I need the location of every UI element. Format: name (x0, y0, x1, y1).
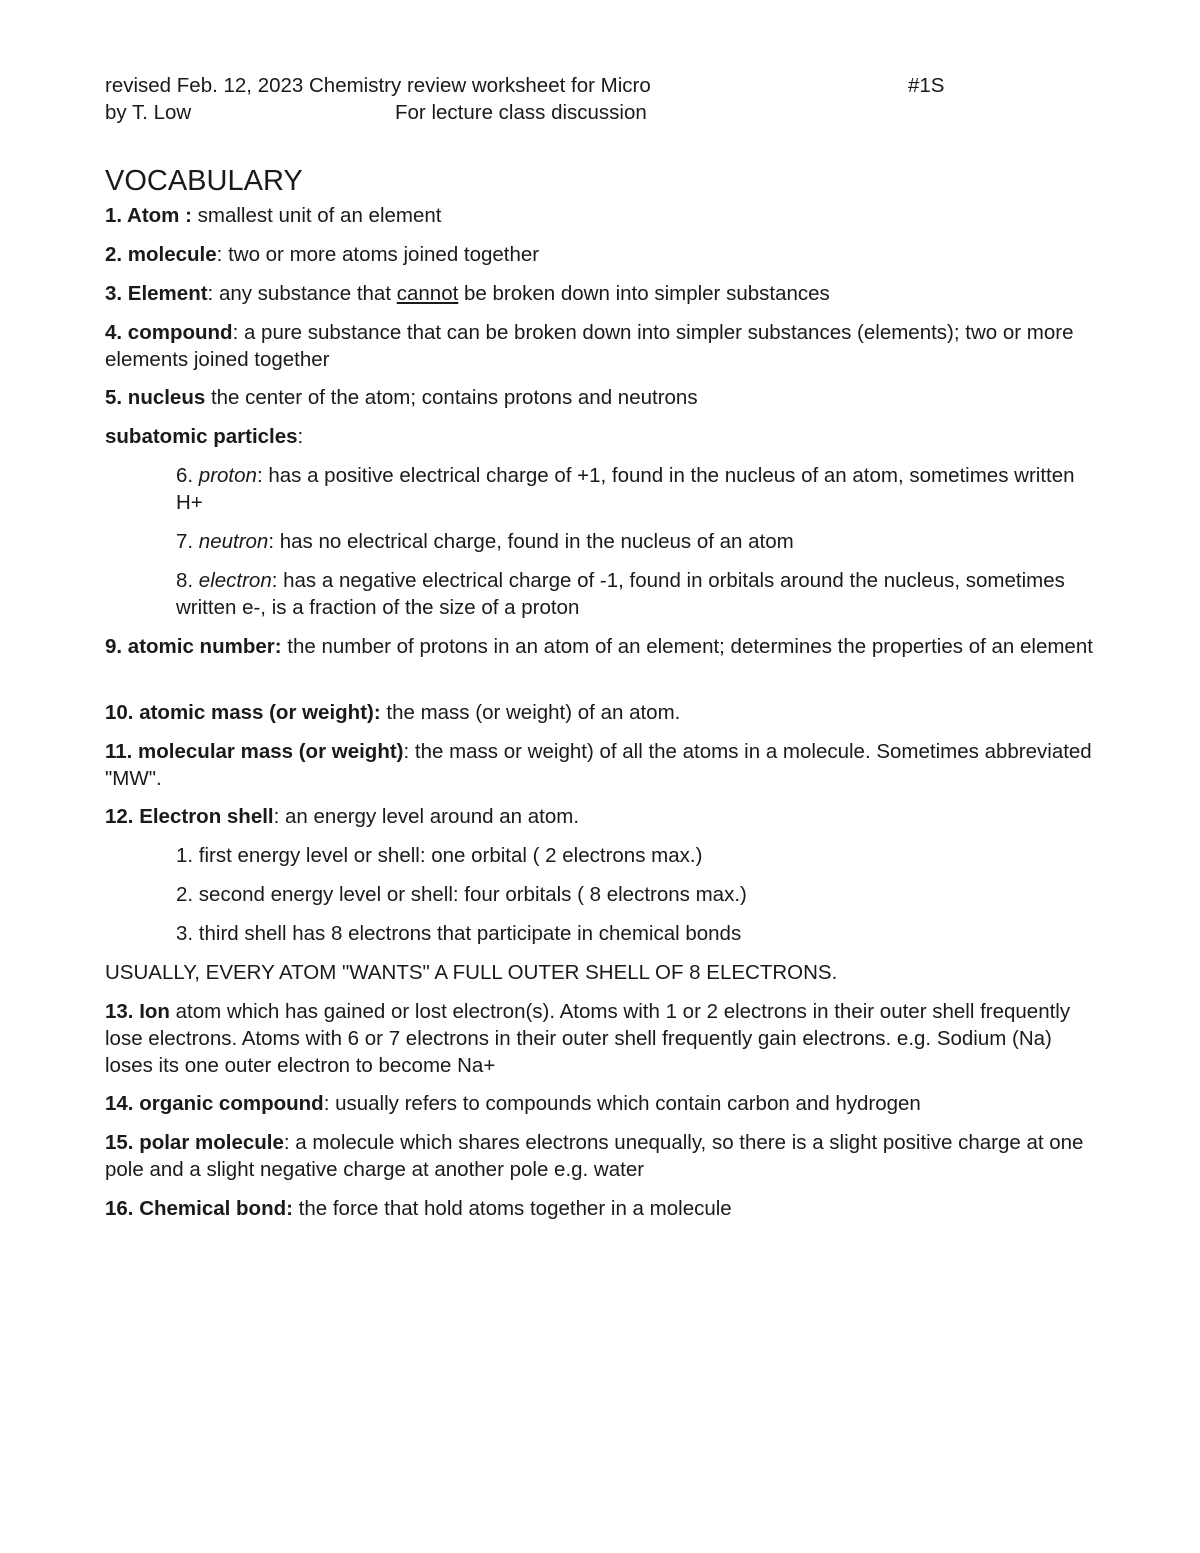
vocab-definition: : (297, 425, 304, 448)
shell-level-item: 3. third shell has 8 electrons that participate in chemical bonds (176, 922, 742, 945)
vocab-entry-proton (176, 462, 1101, 516)
vocab-definition: : any substance that (207, 282, 397, 305)
vocab-term: 14. organic compound (105, 1092, 324, 1115)
vocab-term: 9. atomic number: (105, 635, 282, 658)
vocab-entry-chemical-bond (105, 1195, 1105, 1222)
vocab-entry-atom (105, 202, 1105, 229)
vocab-entry-polar-molecule (105, 1129, 1105, 1183)
vocab-definition: : two or more atoms joined together (216, 243, 540, 266)
vocabulary-heading: VOCABULARY (105, 165, 303, 197)
vocab-term: 10. atomic mass (or weight): (105, 701, 381, 724)
vocab-term: 1. Atom : (105, 204, 192, 227)
vocab-term: 16. Chemical bond: (105, 1197, 293, 1220)
vocab-number: 7. (176, 530, 199, 553)
vocab-definition: : an energy level around an atom. (273, 805, 580, 828)
vocab-definition: : usually refers to compounds which contain carbon and hydrogen (323, 1092, 921, 1115)
shell-level-item: 2. second energy level or shell: four orbitals ( 8 electrons max.) (176, 883, 747, 906)
vocab-entry-molecule (105, 241, 1105, 268)
vocab-entry-nucleus (105, 384, 1105, 411)
vocab-definition: : has a positive electrical charge of +1, found in the nucleus of an atom, sometimes written H+ (176, 464, 1075, 514)
vocab-entry-electron (176, 567, 1101, 621)
header-author: by T. Low (105, 101, 192, 124)
vocab-definition: : has a negative electrical charge of -1, found in orbitals around the nucleus, sometimes written e-, is a fraction of the size of a proton (176, 569, 1065, 619)
vocab-term: 15. polar molecule (105, 1131, 284, 1154)
header-revision-title: revised Feb. 12, 2023 Chemistry review worksheet for Micro (105, 74, 651, 97)
vocab-definition: the center of the atom; contains protons and neutrons (205, 386, 698, 409)
shell-level-item: 1. first energy level or shell: one orbital ( 2 electrons max.) (176, 844, 703, 867)
vocab-definition: : has no electrical charge, found in the nucleus of an atom (268, 530, 794, 553)
vocab-term: proton (198, 464, 257, 487)
vocab-term: 2. molecule (105, 243, 217, 266)
vocab-definition: the number of protons in an atom of an element; determines the properties of an element (281, 635, 1093, 658)
vocab-number: 8. (176, 569, 199, 592)
vocab-definition: the force that hold atoms together in a molecule (292, 1197, 732, 1220)
vocab-entry-atomic-mass (105, 699, 1105, 726)
vocab-entry-compound (105, 319, 1105, 373)
vocab-entry-electron-shell (105, 803, 1105, 830)
vocab-entry-neutron (176, 528, 1101, 555)
vocab-definition: : a molecule which shares electrons unequally, so there is a slight positive charge at one pole and a slight negative charge at another pole e.g. water (105, 1131, 1084, 1181)
vocab-term: 5. nucleus (105, 386, 206, 409)
vocab-term: 11. molecular mass (or weight) (105, 740, 404, 763)
vocab-term: electron (198, 569, 272, 592)
vocab-entry-atomic-number (105, 633, 1105, 660)
vocab-definition: atom which has gained or lost electron(s). Atoms with 1 or 2 electrons in their outer shell frequently lose electrons. Atoms with 6 or 7 electrons in their outer shell frequently gain electrons. e.g. Sodium (Na) loses its one outer electron to become Na+ (105, 1000, 1071, 1077)
vocab-term: neutron (198, 530, 269, 553)
vocab-entry-organic-compound (105, 1090, 1105, 1117)
vocab-definition: : the mass or weight) of all the atoms in a molecule. Sometimes abbreviated "MW". (105, 740, 1092, 790)
vocab-definition: be broken down into simpler substances (458, 282, 830, 305)
header-worksheet-number: #1S (908, 74, 945, 97)
vocab-definition: : a pure substance that can be broken down into simpler substances (elements); two or more elements joined together (105, 321, 1074, 371)
vocab-entry-element (105, 280, 1105, 307)
vocab-term: 13. Ion (105, 1000, 170, 1023)
vocab-term: 12. Electron shell (105, 805, 274, 828)
vocab-number: 6. (176, 464, 199, 487)
vocab-definition: the mass (or weight) of an atom. (380, 701, 681, 724)
vocab-term: 3. Element (105, 282, 208, 305)
vocab-definition-emphasis: cannot (396, 282, 459, 305)
vocab-term: subatomic particles (105, 425, 298, 448)
vocab-entry-molecular-mass (105, 738, 1105, 792)
vocab-entry-ion (105, 998, 1105, 1079)
vocab-subatomic-heading (105, 423, 1105, 450)
vocab-term: 4. compound (105, 321, 233, 344)
header-purpose: For lecture class discussion (395, 101, 647, 124)
octet-rule-note: USUALLY, EVERY ATOM "WANTS" A FULL OUTER SHELL OF 8 ELECTRONS. (105, 961, 838, 984)
vocab-definition: smallest unit of an element (191, 204, 442, 227)
